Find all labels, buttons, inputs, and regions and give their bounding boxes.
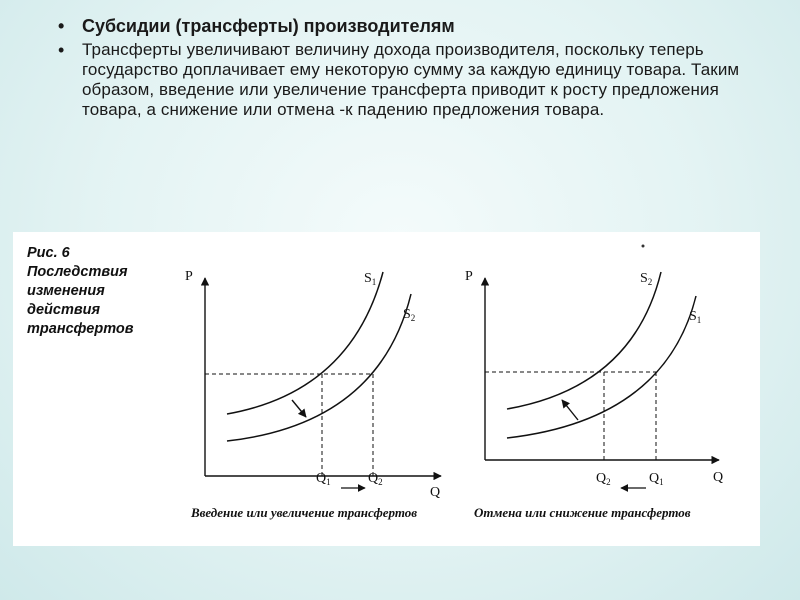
left-y-axis-label: P [185,269,193,284]
caption-line-2: Последствия [27,264,128,280]
left-supply-curve-s1 [227,272,383,414]
right-x-axis-label: Q [713,470,724,485]
stray-dot [642,245,645,248]
supply-diagrams [13,232,760,546]
right-y-axis-label: P [465,269,473,284]
left-s1-label: $S_1$ [364,271,377,287]
left-graph [185,269,441,520]
right-shift-arrow [562,400,578,420]
caption-line-5: трансфертов [27,321,134,337]
caption-line-1: Рис. 6 [27,245,70,261]
caption-line-3: изменения [27,283,105,299]
bullet-heading: • Субсидии (трансферты) производителям [58,14,758,38]
left-supply-curve-s2 [227,294,411,441]
right-supply-curve-s1 [507,296,696,438]
right-graph [465,269,723,520]
left-q2-label: $Q_2$ [368,471,383,487]
right-graph-footer: Отмена или снижение трансфертов [474,505,691,520]
right-s2-label: $S_2$ [640,271,653,287]
left-q1-label: $Q_1$ [316,471,331,487]
left-x-axis-label: Q [430,485,441,500]
right-q2-label: $Q_2$ [596,471,611,487]
bullet-body: • Трансферты увеличивают величину дохода производителя, поскольку теперь государство доплачивает ему некоторую сумму за каждую единицу товара. Таким образом, введение или увеличение трансферта приводит к росту предложения товара, а снижение или отмена -к падению предложения товара. [58,40,758,120]
left-graph-footer: Введение или увеличение трансфертов [191,505,418,520]
right-supply-curve-s2 [507,272,661,409]
figure-panel [13,232,760,546]
right-q1-label: $Q_1$ [649,471,664,487]
left-shift-arrow [292,400,306,417]
right-s1-label: $S_1$ [689,309,702,325]
left-s2-label: $S_2$ [403,307,416,323]
bullet-list [58,14,758,120]
caption-line-4: действия [27,302,100,318]
